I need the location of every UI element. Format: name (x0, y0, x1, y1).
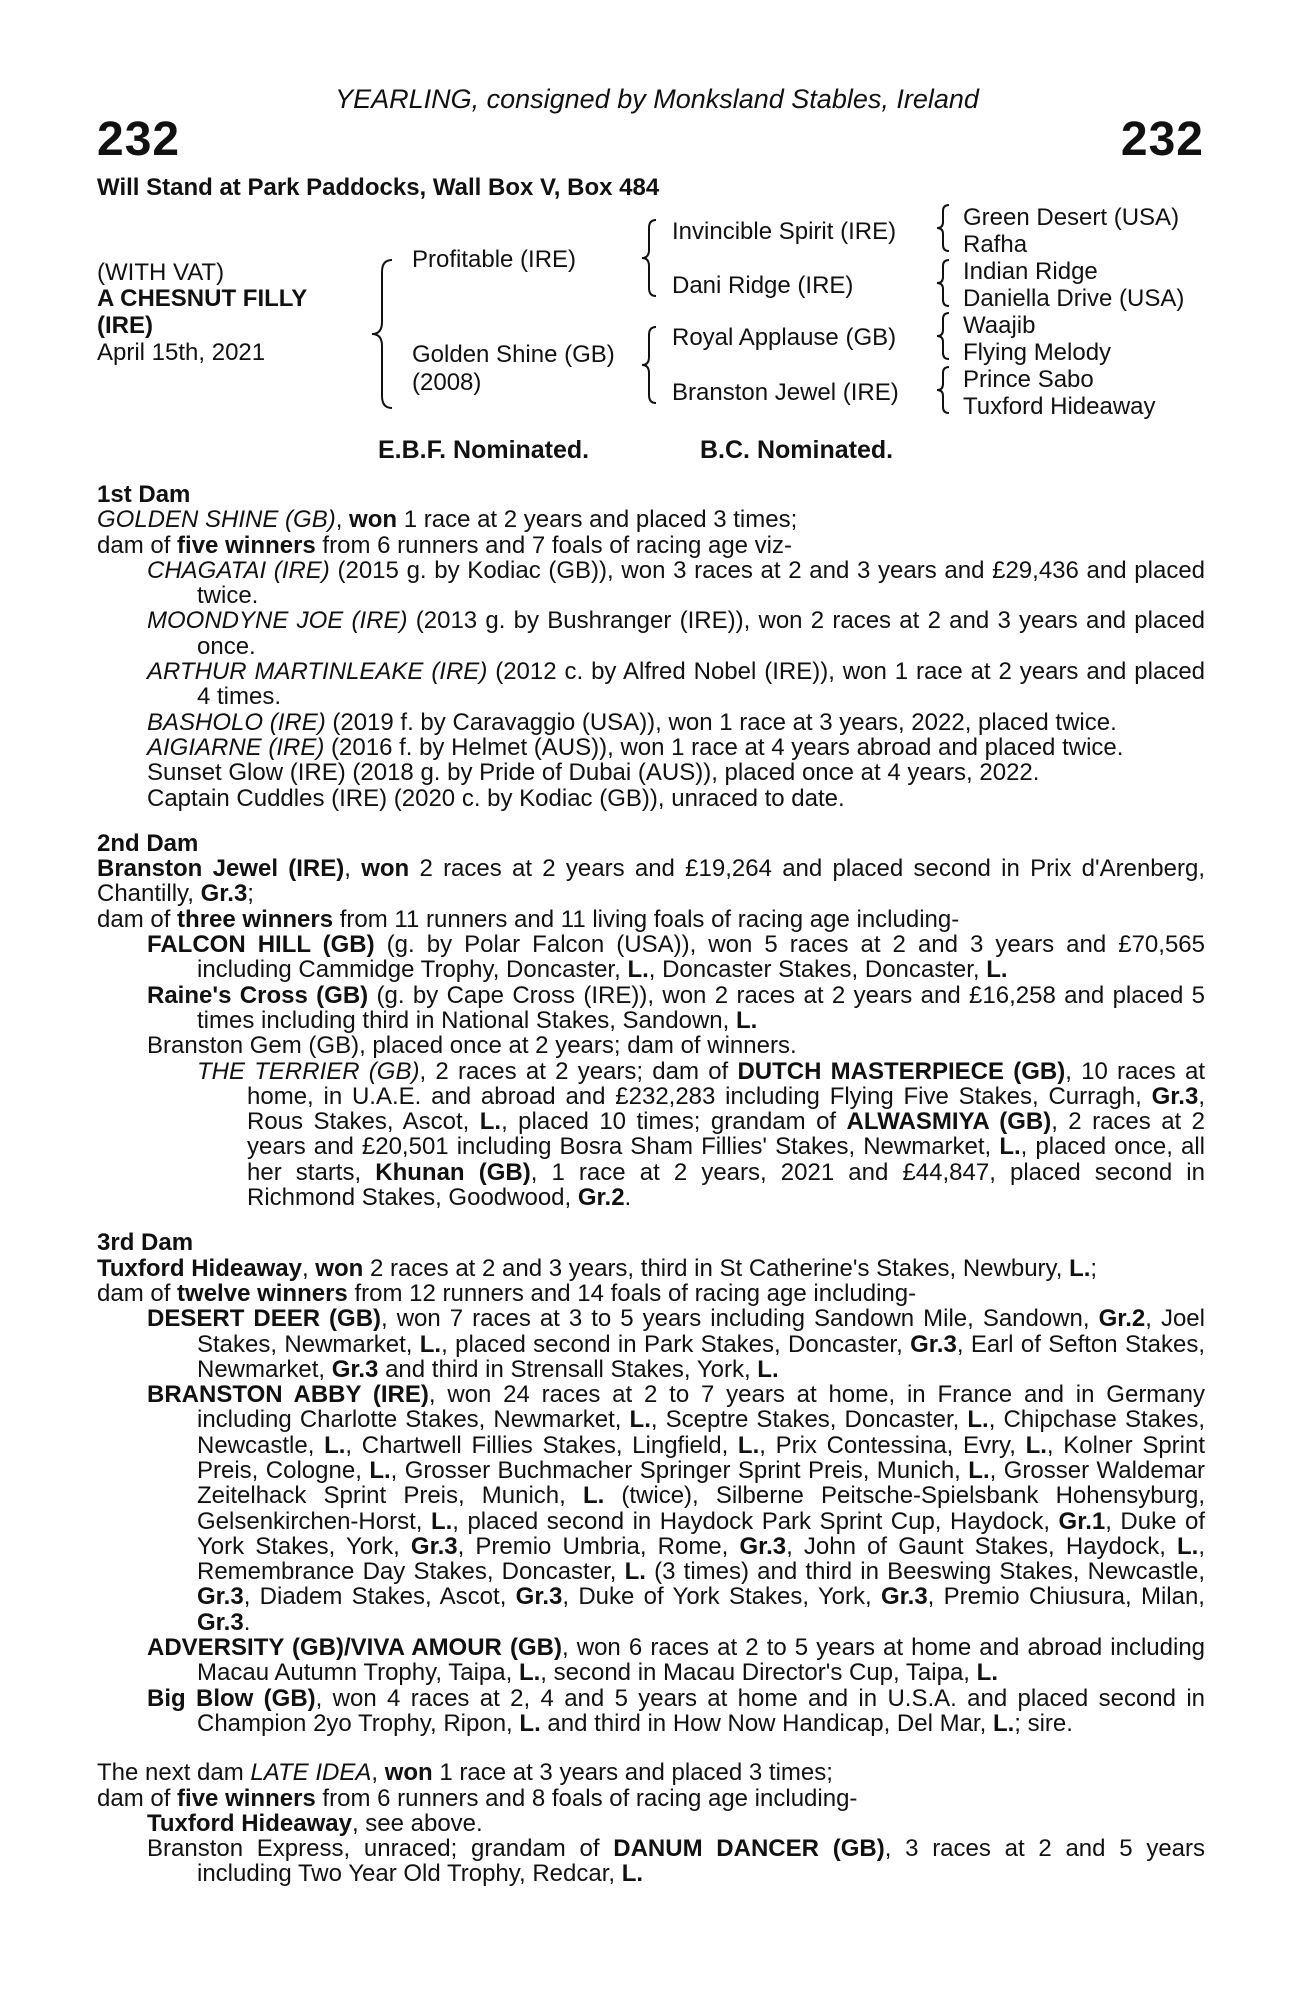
foaling-date: April 15th, 2021 (97, 339, 266, 366)
text: , Duke of York Stakes, York, (562, 1583, 881, 1611)
grade-text: L. (1069, 1254, 1091, 1282)
grade-text: L. (518, 1659, 541, 1687)
text: , (301, 1254, 316, 1282)
grade-text: L. (624, 1558, 646, 1586)
second-dam-section (97, 831, 1205, 1210)
text: , Prix Contessina, Evry, (759, 1431, 1026, 1459)
grade-text: Gr.3 (1151, 1082, 1199, 1110)
text: dam of (97, 1784, 178, 1812)
horse-name: ADVERSITY (GB)/VIVA AMOUR (GB) (147, 1634, 562, 1662)
dam-year: (2008) (412, 369, 482, 396)
grade-text: L. (967, 1406, 989, 1434)
grade-text: L. (629, 1406, 651, 1434)
catalogue-body (97, 482, 1205, 1887)
text: ; (247, 880, 254, 908)
text: , second in Macau Director's Cup, Taipa, (540, 1659, 977, 1687)
text: , Rous Stakes, Ascot, (247, 1082, 1205, 1136)
text: , 3 races at 2 and 5 years including Two Year Old Trophy, Redcar, (197, 1835, 1206, 1888)
subject-name-country: (IRE) (97, 312, 153, 339)
list-item (97, 659, 1205, 710)
grade-text: L. (419, 1330, 442, 1358)
grade-text: Gr.3 (197, 1583, 244, 1611)
pedigree-brace-g3 (935, 311, 953, 361)
lot-number-right: 232 (1120, 113, 1204, 166)
consignment-line: YEARLING, consigned by Monksland Stables, Ireland (335, 84, 979, 114)
grade-text: L. (992, 1709, 1015, 1737)
sire-dam: Dani Ridge (IRE) (672, 272, 854, 299)
horse-name: Raine's Cross (GB) (147, 981, 369, 1009)
text: from 12 runners and 14 foals of racing age including- (347, 1279, 917, 1307)
won-text: won (361, 855, 410, 883)
next-dam-produce (97, 1786, 1205, 1811)
grade-text: Gr.3 (200, 880, 248, 908)
text: , see above. (351, 1809, 483, 1837)
sire-name: Profitable (IRE) (412, 246, 577, 273)
lot-number-left: 232 (97, 113, 181, 166)
text: , 2 races at 2 years and £20,501 including Bosra Sham Fillies' Stakes, Newmarket, (247, 1108, 1206, 1161)
grade-text: L. (735, 1006, 758, 1034)
list-item (97, 1635, 1205, 1686)
list-item (97, 1382, 1205, 1635)
text: Branston Express, unraced; grandam of (147, 1835, 614, 1863)
third-dam-record (97, 1256, 1205, 1281)
vat-note: (WITH VAT) (97, 259, 225, 286)
text: from 11 runners and 11 living foals of racing age including- (333, 905, 960, 933)
granddam-2: Daniella Drive (USA) (963, 285, 1185, 312)
text: , 2 races at 2 years; dam of (419, 1057, 738, 1085)
text: , Diadem Stakes, Ascot, (243, 1583, 516, 1611)
pedigree-brace-main (370, 258, 398, 410)
text: , won 7 races at 3 to 5 years including Sandown Mile, Sandown, (381, 1305, 1099, 1333)
text: , 10 races at home, in U.A.E. and abroad and £232,283 including Flying Five Stakes, Curragh, (247, 1057, 1205, 1110)
list-item (97, 1306, 1205, 1382)
list-item (97, 735, 1205, 760)
text: ; sire. (1014, 1709, 1073, 1737)
list-item (97, 1059, 1205, 1211)
horse-name: FALCON HILL (GB) (147, 931, 375, 959)
ebf-nomination: E.B.F. Nominated. (378, 436, 590, 464)
list-item (97, 608, 1205, 659)
text: dam of (97, 531, 178, 559)
won-text: won (315, 1254, 364, 1282)
won-text: won (384, 1759, 433, 1787)
text: (2015 g. by Kodiac (GB)), won 3 races at 2 and 3 years and £29,436 and placed twice. (197, 556, 1206, 610)
first-dam-record (97, 507, 1205, 532)
text: . (243, 1608, 251, 1636)
text: , Chartwell Fillies Stakes, Lingfield, (345, 1431, 738, 1459)
text: (g. by Polar Falcon (USA)), won 5 races at 2 and 3 years and £70,565 including Cammidge Trophy, Doncaster, (197, 931, 1205, 984)
text: , Grosser Buchmacher Springer Sprint Preis, Munich, (390, 1456, 969, 1484)
stand-location: Will Stand at Park Paddocks, Wall Box V, Box 484 (97, 174, 660, 201)
third-dam-section (97, 1230, 1205, 1736)
horse-name: Tuxford Hideaway (147, 1809, 352, 1837)
text: 1 race at 2 years and placed 3 times; (397, 506, 798, 534)
text: , 1 race at 2 years, 2021 and £44,847, placed second in Richmond Stakes, Goodwood, (247, 1158, 1205, 1212)
horse-name: DUTCH MASTERPIECE (GB) (737, 1057, 1066, 1085)
text: , (335, 506, 350, 534)
next-dam-section (97, 1760, 1205, 1886)
grade-text: L. (1025, 1431, 1047, 1459)
horse-name: AIGIARNE (IRE) (147, 733, 325, 761)
grade-text: L. (986, 956, 1008, 984)
list-item (97, 1811, 1205, 1836)
list-item (97, 932, 1205, 983)
text: , Doncaster Stakes, Doncaster, (648, 956, 987, 984)
grade-text: Gr.3 (197, 1608, 244, 1636)
dam-name-text: GOLDEN SHINE (GB) (97, 506, 336, 534)
list-item (97, 710, 1205, 735)
grade-text: Gr.2 (1098, 1305, 1146, 1333)
text: 2 races at 2 years and £19,264 and placed second in Prix d'Arenberg, Chantilly, (97, 855, 1206, 908)
grade-text: Gr.1 (1058, 1507, 1106, 1535)
horse-name: BASHOLO (IRE) (147, 708, 326, 736)
text: (2012 c. by Alfred Nobel (IRE)), won 1 race at 2 years and placed 4 times. (197, 658, 1206, 711)
text: , Sceptre Stakes, Doncaster, (650, 1406, 968, 1434)
horse-name: Khunan (GB) (375, 1158, 531, 1186)
text: (3 times) and third in Beeswing Stakes, Newcastle, (645, 1558, 1206, 1586)
text: , placed second in Park Stakes, Doncaster, (441, 1330, 911, 1358)
pedigree-brace-sire (640, 218, 660, 298)
text: 2 races at 2 and 3 years, third in St Catherine's Stakes, Newbury, (363, 1254, 1070, 1282)
next-dam-record (97, 1760, 1205, 1785)
text: The next dam (97, 1759, 251, 1787)
text: , John of Gaunt Stakes, Haydock, (786, 1532, 1177, 1560)
horse-name: BRANSTON ABBY (IRE) (147, 1381, 429, 1409)
grade-text: L. (737, 1431, 760, 1459)
text: , placed once, all her starts, (247, 1133, 1205, 1186)
text: , Remembrance Day Stakes, Doncaster, (197, 1532, 1205, 1586)
horse-name: ARTHUR MARTINLEAKE (IRE) (147, 658, 488, 686)
horse-name: CHAGATAI (IRE) (147, 556, 330, 584)
dam-name-text: Tuxford Hideaway (97, 1254, 302, 1282)
list-item: Branston Gem (GB), placed once at 2 years; dam of winners. (147, 1032, 797, 1060)
text: , Chipchase Stakes, Newcastle, (197, 1406, 1205, 1459)
text: , Earl of Sefton Stakes, Newmarket, (197, 1330, 1205, 1383)
horse-name: Big Blow (GB) (147, 1684, 316, 1712)
granddam-4: Tuxford Hideaway (963, 393, 1156, 420)
list-item (97, 983, 1205, 1034)
list-item (97, 1836, 1205, 1887)
grade-text: L. (1177, 1532, 1199, 1560)
winners-count: twelve winners (177, 1279, 348, 1307)
pedigree-brace-g4 (935, 365, 953, 415)
text: dam of (97, 905, 178, 933)
dam-name-text: LATE IDEA (250, 1759, 372, 1787)
grade-text: L. (968, 1456, 990, 1484)
third-dam-produce (97, 1281, 1205, 1306)
text: (g. by Cape Cross (IRE)), won 2 races at 2 years and £16,258 and placed 5 times including third in National Stakes, Sandown, (197, 981, 1206, 1034)
text: , placed second in Haydock Park Sprint Cup, Haydock, (452, 1507, 1059, 1535)
list-item: Captain Cuddles (IRE) (2020 c. by Kodiac (GB)), unraced to date. (147, 784, 845, 812)
subject-name: A CHESNUT FILLY (97, 285, 308, 312)
horse-name: DANUM DANCER (GB) (613, 1835, 885, 1863)
text: , Joel Stakes, Newmarket, (197, 1305, 1205, 1358)
grade-text: L. (519, 1709, 541, 1737)
text: from 6 runners and 8 foals of racing age including- (315, 1784, 858, 1812)
won-text: won (349, 506, 398, 534)
grade-text: Gr.3 (880, 1583, 928, 1611)
sire-sire: Invincible Spirit (IRE) (672, 218, 897, 245)
second-dam-heading: 2nd Dam (97, 829, 199, 857)
horse-name: ALWASMIYA (GB) (846, 1108, 1052, 1136)
text: and third in Strensall Stakes, York, (378, 1355, 758, 1383)
granddam-3: Flying Melody (963, 339, 1112, 366)
horse-name: THE TERRIER (GB) (197, 1057, 420, 1085)
pedigree-brace-g1 (935, 203, 953, 253)
pedigree-brace-dam (640, 325, 660, 405)
grade-text: Gr.3 (410, 1532, 458, 1560)
bc-nomination: B.C. Nominated. (700, 436, 894, 464)
dam-name: Golden Shine (GB) (412, 341, 615, 368)
list-item: Sunset Glow (IRE) (2018 g. by Pride of Dubai (AUS)), placed once at 4 years, 2022. (147, 759, 1040, 787)
grade-text: L. (582, 1482, 605, 1510)
text: (2013 g. by Bushranger (IRE)), won 2 races at 2 and 3 years and placed once. (197, 607, 1206, 660)
text: , won 4 races at 2, 4 and 5 years at home and in U.S.A. and placed second in Champion 2yo Trophy, Ripon, (197, 1684, 1206, 1737)
text: from 6 runners and 7 foals of racing age viz- (315, 531, 793, 559)
grade-text: Gr.2 (577, 1184, 625, 1212)
grade-text: L. (976, 1659, 998, 1687)
grade-text: L. (430, 1507, 453, 1535)
second-dam-produce (97, 907, 1205, 932)
text: , won 24 races at 2 to 7 years at home, in France and in Germany including Charlotte Stakes, Newmarket, (197, 1381, 1205, 1434)
text: ; (1090, 1254, 1098, 1282)
text: , Kolner Sprint Preis, Cologne, (197, 1431, 1206, 1484)
first-dam-heading: 1st Dam (97, 481, 191, 508)
grade-text: Gr.3 (910, 1330, 957, 1358)
second-dam-record (97, 856, 1205, 907)
grade-text: L. (369, 1456, 391, 1484)
pedigree-brace-g2 (935, 258, 953, 308)
text: , Premio Chiusura, Milan, (927, 1583, 1205, 1611)
grade-text: L. (627, 956, 649, 984)
grade-text: Gr.3 (515, 1583, 563, 1611)
first-dam-produce (97, 533, 1205, 558)
text: , Duke of York Stakes, York, (197, 1507, 1205, 1560)
text: 1 race at 3 years and placed 3 times; (432, 1759, 833, 1787)
list-item (97, 1686, 1205, 1737)
text: , Premio Umbria, Rome, (457, 1532, 740, 1560)
grade-text: Gr.3 (739, 1532, 787, 1560)
text: , (371, 1759, 385, 1787)
text: (twice), Silberne Peitsche-Spielsbank Hohensyburg, Gelsenkirchen-Horst, (197, 1482, 1205, 1535)
grade-text: Gr.3 (331, 1355, 379, 1383)
grade-text: L. (999, 1133, 1021, 1161)
text: dam of (97, 1279, 178, 1307)
list-item (97, 558, 1205, 609)
winners-count: three winners (177, 905, 334, 933)
granddam-1: Rafha (963, 231, 1028, 258)
horse-name: MOONDYNE JOE (IRE) (147, 607, 408, 635)
grandsire-2: Indian Ridge (963, 258, 1098, 285)
text: , (344, 855, 362, 883)
dam-sire: Royal Applause (GB) (672, 324, 897, 351)
text: (2019 f. by Caravaggio (USA)), won 1 race at 3 years, 2022, placed twice. (325, 708, 1117, 736)
grandsire-1: Green Desert (USA) (963, 204, 1180, 231)
grade-text: L. (324, 1431, 346, 1459)
dam-dam: Branston Jewel (IRE) (672, 379, 899, 406)
first-dam-section (97, 482, 1205, 811)
winners-count: five winners (177, 531, 316, 559)
dam-name-text: Branston Jewel (IRE) (97, 855, 345, 883)
grade-text: L. (621, 1860, 644, 1888)
grade-text: L. (479, 1108, 502, 1136)
text: , placed 10 times; grandam of (501, 1108, 847, 1136)
text: , won 6 races at 2 to 5 years at home and abroad including Macau Autumn Trophy, Taipa, (197, 1634, 1206, 1687)
text: . (624, 1184, 632, 1212)
text: (2016 f. by Helmet (AUS)), won 1 race at 4 years abroad and placed twice. (324, 733, 1124, 761)
grandsire-4: Prince Sabo (963, 366, 1094, 393)
horse-name: DESERT DEER (GB) (147, 1305, 382, 1333)
third-dam-heading: 3rd Dam (97, 1229, 194, 1257)
text: , Grosser Waldemar Zeitelhack Sprint Preis, Munich, (197, 1456, 1205, 1510)
grandsire-3: Waajib (963, 312, 1036, 339)
text: and third in How Now Handicap, Del Mar, (540, 1709, 993, 1737)
grade-text: L. (757, 1355, 779, 1383)
winners-count: five winners (177, 1784, 316, 1812)
